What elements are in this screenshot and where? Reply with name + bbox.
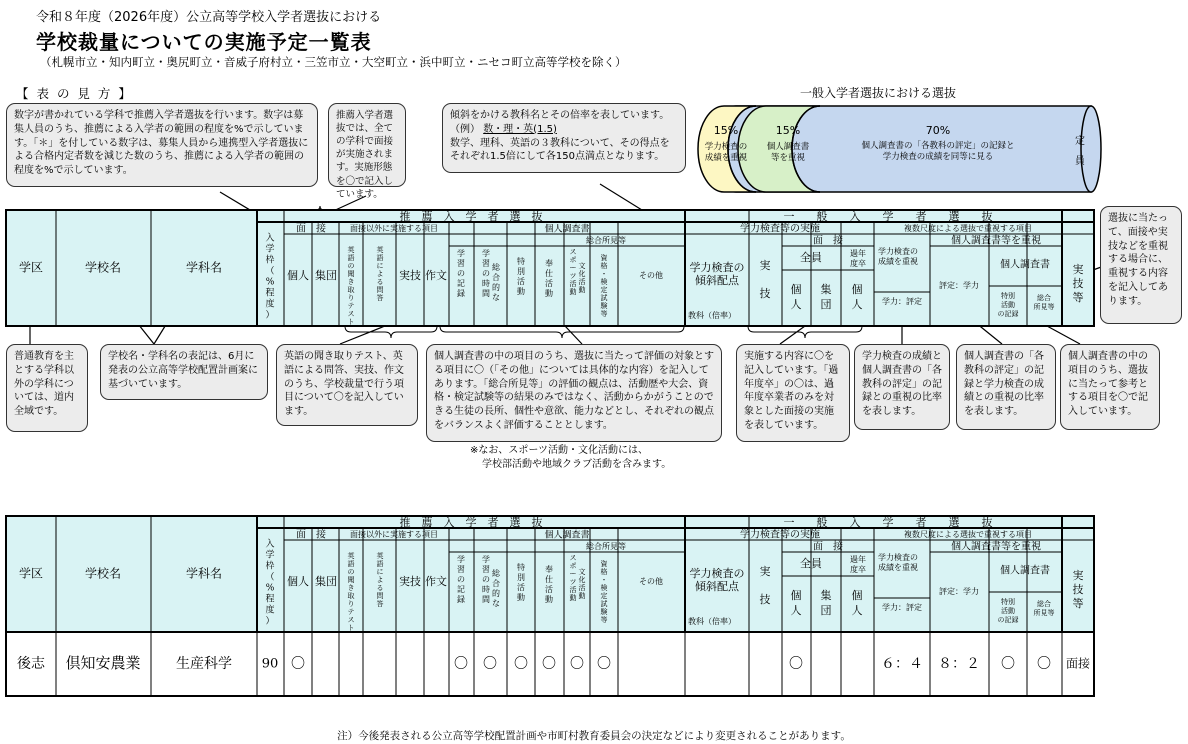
hdr-exam: 学力検査等の実施 [740, 529, 820, 541]
hdr-shikaku: 等 [600, 616, 608, 624]
hdr-sogo: 総合所見等 [586, 542, 626, 551]
svg-text:等を重視: 等を重視 [770, 153, 806, 163]
hdr-gen-shudan: 団 [820, 298, 832, 311]
hdr-jitsugi: 実技 [399, 575, 421, 588]
hdr-kanendo: 過年 [850, 555, 866, 564]
cell-hoshi: 〇 [542, 656, 556, 672]
hdr-quota: 枠 [265, 561, 275, 572]
hdr-gen-interview: 面 接 [813, 541, 843, 553]
hdr-shikaku: 定 [600, 592, 608, 600]
hdr-tokubetsu2: の記録 [997, 616, 1019, 624]
hdr-gakushu: 記 [457, 585, 465, 594]
footer-note: 注）今後発表される公立高等学校配置計画や市町村教育委員会の決定などにより変更されることがあります。 [337, 730, 851, 742]
hdr-quota: 枠 [265, 255, 275, 266]
hdr-kanendo: 度卒 [850, 565, 866, 574]
hdr-gakushu: 習 [457, 565, 465, 574]
svg-text:定: 定 [1075, 136, 1085, 147]
hdr-sogo2: 総合 [1037, 600, 1051, 608]
hdr-hoshi: 動 [545, 595, 553, 604]
data-table [0, 514, 1188, 700]
hdr-kyoka: 教科（倍率） [688, 311, 736, 320]
hdr-report: 個人調査書 [544, 224, 590, 235]
hdr-hoshi: 仕 [545, 269, 553, 278]
callout-report-items: 個人調査書の中の項目のうち、選抜に当たって参考とする項目を〇で記入しています。 [1060, 344, 1160, 430]
hdr-sogoteki2: 総 [492, 263, 500, 272]
hdr-sports2: 活 [578, 278, 586, 286]
hdr-sogoteki: 習 [482, 565, 490, 574]
hdr-gen-kojin2: 個 [851, 589, 863, 602]
hdr-practical: 等 [1072, 597, 1084, 610]
hdr-sports2: 文 [578, 262, 586, 270]
hdr-sports2: 文 [578, 568, 586, 576]
general-selection-title: 一般入学者選抜における選抜 [800, 86, 957, 100]
hdr-english-listen: の [347, 568, 355, 576]
hdr-shudan: 集団 [315, 575, 337, 588]
hdr-school: 学校名 [84, 260, 122, 275]
callout-school-names: 学校名・学科名の表記は、6月に発表の公立高等学校配置計画案に基づいています。 [100, 344, 268, 400]
hdr-gakushu: 録 [457, 595, 465, 604]
hdr-gakushu: の [457, 575, 465, 584]
hdr-practical: 実 [1072, 263, 1084, 276]
hdr-report: 個人調査書 [544, 530, 590, 541]
hdr-sports2: 動 [578, 592, 586, 600]
legend-title: 【 表 の 見 方 】 [16, 86, 133, 101]
hdr-hoshi: 奉 [545, 259, 553, 268]
hdr-gakuryoku-jushi: 成績を重視 [878, 257, 918, 266]
hdr-exam: 学力検査等の実施 [740, 223, 820, 235]
hdr-hoshi: 活 [545, 279, 553, 288]
hdr-tokubetsu2: 特別 [1001, 292, 1015, 300]
weight-example: （例） 数・理・英(1.5) [450, 123, 557, 135]
hdr-english-qa: 語 [376, 254, 384, 262]
hdr-gakushu: 録 [457, 289, 465, 298]
hdr-english-listen: 語 [347, 560, 355, 568]
hdr-shikaku: 験 [600, 302, 608, 310]
hdr-sakubun: 作文 [425, 575, 447, 588]
hdr-english-listen: テ [347, 608, 355, 616]
hdr-gen-kojin: 個 [790, 589, 802, 602]
hdr-quota: 程 [265, 288, 275, 299]
hdr-english-listen: テ [347, 302, 355, 310]
hdr-english-qa: 答 [376, 294, 384, 302]
hdr-gakushu: 習 [457, 259, 465, 268]
hdr-english-qa: に [376, 568, 384, 576]
hdr-sogoteki: の [482, 575, 490, 584]
hdr-tokubetsu: 特 [517, 257, 525, 266]
callout-recommend-number: 数字が書かれている学科で推薦入学者選抜を行います。数字は募集人員のうち、推薦による入学者の範囲の程度を%で示しています。「＊」を付している数字は、募集人員から連携型入学者選抜による合格内定者数を減じた数のうち、推薦による入学者の範囲の程度を%で示しています。 [6, 103, 318, 187]
hdr-shikaku: 格 [600, 568, 608, 576]
callout-ratio1: 学力検査の成績と個人調査書の「各教科の評定」の記録との重視の比率を表します。 [854, 344, 950, 430]
hdr-english-listen: の [347, 262, 355, 270]
hdr-gakushu: 学 [457, 249, 465, 258]
hdr-sports: ス [569, 248, 577, 256]
hdr-english-listen: り [347, 600, 355, 608]
hdr-weighted: 傾斜配点 [695, 580, 739, 593]
hdr-area: 学区 [18, 260, 44, 275]
hdr-kanendo: 度卒 [850, 259, 866, 268]
hdr-english-qa: る [376, 584, 384, 592]
exclusions-note: （札幌市立・知内町立・奥尻町立・音威子府村立・三笠市立・大空町立・浜中町立・ニセコ町立高等学校を除く） [40, 55, 627, 69]
cell-dept: 生産科学 [176, 656, 232, 672]
hdr-tokubetsu2: の記録 [997, 310, 1019, 318]
hdr-quota: 度 [265, 605, 275, 616]
hdr-tokubetsu: 別 [517, 267, 525, 276]
hdr-gakuryoku-jushi: 成績を重視 [878, 563, 918, 572]
cell-shikaku: 〇 [597, 656, 611, 672]
hdr-english-qa: 問 [376, 286, 384, 294]
callout-english: 英語の聞き取りテスト、英語による問答、実技、作文のうち、学校裁量で行う項目について〇を記入しています。 [276, 344, 418, 426]
callout-weighting [442, 103, 686, 173]
hdr-sports: 活 [569, 280, 577, 288]
hdr-zenin: 全員 [800, 251, 822, 264]
callout-interview: 推薦入学者選抜では、全ての学科で面接が実施されます。実施形態を〇で記入しています。 [328, 103, 406, 187]
hdr-sports: ス [569, 554, 577, 562]
hdr-shikaku: ・ [600, 270, 608, 278]
hdr-quota: 度 [265, 299, 275, 310]
callout-practical: 選抜に当たって、面接や実技などを重視する場合に、重視する内容を記入してあります。 [1100, 206, 1182, 324]
hdr-shikaku: 検 [600, 278, 608, 286]
hdr-rec-interview: 面 接 [296, 529, 326, 541]
hdr-sports: 動 [569, 594, 577, 602]
hdr-sports: ツ [569, 578, 577, 586]
hdr-gen-kojin2: 人 [851, 604, 863, 617]
hdr-gen-jitsugi2: 技 [759, 287, 771, 300]
hdr-shikaku: 試 [600, 294, 608, 302]
hdr-sports: ポ [569, 562, 577, 570]
weight-intro: 傾斜をかける教科名とその倍率を表しています。 [450, 110, 670, 121]
hdr-weighted: 学力検査の [689, 261, 745, 274]
hdr-kyoka: 教科（倍率） [688, 617, 736, 626]
hdr-sports: 活 [569, 586, 577, 594]
hdr-gen-shudan: 集 [820, 589, 832, 602]
hdr-english-listen: ト [347, 318, 355, 326]
cell-area: 後志 [17, 656, 45, 672]
hdr-sports2: 化 [578, 576, 586, 584]
hdr-quota: ） [265, 310, 275, 321]
hdr-quota: 入 [265, 233, 275, 244]
hdr-sogoteki2: な [492, 293, 500, 302]
hdr-tokubetsu2: 活動 [1001, 301, 1015, 309]
hdr-sonota: その他 [639, 577, 663, 586]
hdr-report-jushi: 個人調査書等を重視 [951, 235, 1041, 247]
hdr-hoshi: 奉 [545, 565, 553, 574]
cell-ratio1: ６：４ [881, 656, 923, 672]
hdr-dept: 学科名 [185, 260, 223, 275]
hdr-sports: ツ [569, 272, 577, 280]
hdr-sogoteki2: な [492, 599, 500, 608]
hdr-gen-kojin: 人 [790, 298, 802, 311]
hdr-english-listen: ス [347, 616, 355, 624]
hdr-dept: 学科名 [185, 566, 223, 581]
hdr-tokubetsu2: 活動 [1001, 607, 1015, 615]
cell-tokubetsu2: 〇 [1001, 656, 1015, 672]
svg-text:学力検査の成績を同等に見る: 学力検査の成績を同等に見る [882, 152, 994, 162]
cell-kojin: 〇 [291, 656, 305, 672]
hdr-tokubetsu: 活 [517, 583, 525, 592]
hdr-gen-kojin2: 個 [851, 283, 863, 296]
hdr-sogoteki: 学 [482, 249, 490, 258]
hdr-english-listen: 英 [347, 246, 355, 254]
hdr-quota: % [265, 277, 275, 288]
page-title: 学校裁量についての実施予定一覧表 [36, 30, 372, 54]
cell-sogoteki: 〇 [483, 656, 497, 672]
hdr-report-sub: 個人調査書 [1000, 259, 1050, 271]
hdr-shikaku: 験 [600, 608, 608, 616]
hdr-gen-shudan: 団 [820, 604, 832, 617]
hdr-school: 学校名 [84, 566, 122, 581]
hdr-english-listen: 取 [347, 592, 355, 600]
hdr-recommend: 推 薦 入 学 者 選 抜 [399, 516, 543, 529]
hdr-multi: 複数尺度による選抜で重視する項目 [904, 224, 1032, 233]
cell-ratio2: ８：２ [938, 656, 980, 672]
hdr-sogoteki: 時 [482, 585, 490, 594]
hdr-area: 学区 [18, 566, 44, 581]
hdr-zenin: 全員 [800, 557, 822, 570]
hdr-english-listen: 語 [347, 254, 355, 262]
hdr-sports: ポ [569, 256, 577, 264]
hdr-sports: ー [569, 570, 577, 578]
cell-quota: 90 [261, 656, 279, 672]
hdr-gen-jitsugi2: 技 [759, 593, 771, 606]
cell-tokubetsu: 〇 [514, 656, 528, 672]
ratio-cylinder-diagram [696, 98, 1102, 194]
hdr-report-jushi: 個人調査書等を重視 [951, 541, 1041, 553]
hdr-gakuryoku-hyotei: 学力：評定 [882, 603, 922, 612]
hdr-practical: 実 [1072, 569, 1084, 582]
hdr-sakubun: 作文 [425, 269, 447, 282]
hdr-hoshi: 活 [545, 585, 553, 594]
hdr-english-qa: よ [376, 576, 384, 584]
cyl-pct-1: 15% [713, 124, 739, 137]
hdr-sogo2: 総合 [1037, 294, 1051, 302]
hdr-sogo2: 所見等 [1033, 303, 1055, 311]
weight-desc: 数学、理科、英語の３教科について、その得点をそれぞれ1.5倍にして各150点満点となります。 [450, 137, 670, 163]
cyl-pct-2: 15% [775, 124, 801, 137]
hdr-quota: 入 [265, 539, 275, 550]
hdr-shikaku: 試 [600, 600, 608, 608]
hdr-general: 一 般 入 学 者 選 抜 [783, 516, 993, 529]
hdr-sports: ー [569, 264, 577, 272]
hdr-sports2: 化 [578, 270, 586, 278]
callout-report: 個人調査書の中の項目のうち、選抜に当たって評価の対象とする項目に〇（「その他」については具体的な内容）を記入してあります。「総合所見等」の評価の観点は、活動歴や大会、資格・検定試験等の結果のみではなく、活動からかがうことのできる生徒の長所、個性や意欲、能力などとし、それぞれの観点をバランスよく評価することとします。 [426, 344, 722, 442]
hdr-sports: 動 [569, 288, 577, 296]
hdr-gakuryoku-hyotei: 学力：評定 [882, 297, 922, 306]
hdr-sonota: その他 [639, 271, 663, 280]
cell-gakushu: 〇 [454, 656, 468, 672]
hdr-hyotei-gakuryoku: 評定：学力 [939, 281, 979, 290]
header-line1: 令和８年度（2026年度）公立高等学校入学者選抜における [36, 10, 382, 25]
hdr-other-items: 面接以外に実施する項目 [350, 224, 438, 233]
hdr-english-qa: る [376, 278, 384, 286]
hdr-sogoteki: 間 [482, 289, 490, 298]
hdr-sogoteki2: 合 [492, 579, 500, 588]
hdr-english-listen: 英 [347, 552, 355, 560]
hdr-tokubetsu: 動 [517, 287, 525, 296]
cell-zenin-kojin: 〇 [789, 656, 803, 672]
hdr-practical: 等 [1072, 291, 1084, 304]
hdr-sogoteki: の [482, 269, 490, 278]
hdr-other-items: 面接以外に実施する項目 [350, 530, 438, 539]
hdr-gen-jitsugi: 実 [759, 565, 771, 578]
hdr-sogoteki: 時 [482, 279, 490, 288]
hdr-sogoteki2: 的 [492, 283, 500, 292]
hdr-gen-kojin: 個 [790, 283, 802, 296]
hdr-english-listen: ス [347, 310, 355, 318]
hdr-english-qa: 答 [376, 600, 384, 608]
hdr-sogoteki: 習 [482, 259, 490, 268]
cell-practical: 面接 [1065, 656, 1091, 671]
svg-text:学力検査の: 学力検査の [704, 142, 748, 152]
hdr-shudan: 集団 [315, 269, 337, 282]
sports-note: ※なお、スポーツ活動・文化活動には、 学校部活動や地域クラブ活動を含みます。 [470, 445, 672, 470]
hdr-practical: 技 [1072, 583, 1084, 596]
hdr-gakuryoku-jushi: 学力検査の [878, 247, 918, 256]
hdr-shikaku: 等 [600, 310, 608, 318]
hdr-english-qa: に [376, 262, 384, 270]
hdr-shikaku: 資 [600, 254, 608, 262]
hdr-english-listen: ト [347, 624, 355, 632]
hdr-gakushu: 学 [457, 555, 465, 564]
hdr-gakushu: の [457, 269, 465, 278]
hdr-quota: 学 [265, 244, 275, 255]
hdr-hyotei-gakuryoku: 評定：学力 [939, 587, 979, 596]
hdr-english-listen: 聞 [347, 576, 355, 584]
hdr-english-listen: り [347, 294, 355, 302]
hdr-hoshi: 動 [545, 289, 553, 298]
hdr-english-listen: 取 [347, 286, 355, 294]
hdr-english-qa: 英 [376, 552, 384, 560]
hdr-tokubetsu2: 特別 [1001, 598, 1015, 606]
hdr-jitsugi: 実技 [399, 269, 421, 282]
svg-text:員: 員 [1075, 156, 1085, 167]
hdr-shikaku: 定 [600, 286, 608, 294]
hdr-english-qa: 英 [376, 246, 384, 254]
cell-school: 倶知安農業 [65, 654, 141, 672]
callout-ratio2: 個人調査書の「各教科の評定」の記録と学力検査の成績との重視の比率を表します。 [956, 344, 1056, 430]
cyl-pct-3: 70% [925, 124, 951, 137]
hdr-quota: % [265, 583, 275, 594]
svg-text:個人調査書: 個人調査書 [766, 142, 810, 152]
hdr-sogo2: 所見等 [1033, 609, 1055, 617]
hdr-sogoteki2: 総 [492, 569, 500, 578]
hdr-weighted: 学力検査の [689, 567, 745, 580]
hdr-tokubetsu: 動 [517, 593, 525, 602]
hdr-quota: ） [265, 616, 275, 627]
cell-sogo2: 〇 [1037, 656, 1051, 672]
hdr-gakushu: 記 [457, 279, 465, 288]
hdr-hoshi: 仕 [545, 575, 553, 584]
hdr-quota: 程 [265, 594, 275, 605]
hdr-gakuryoku-jushi: 学力検査の [878, 553, 918, 562]
hdr-shikaku: 検 [600, 584, 608, 592]
hdr-tokubetsu: 別 [517, 573, 525, 582]
hdr-shikaku: 資 [600, 560, 608, 568]
hdr-general: 一 般 入 学 者 選 抜 [783, 210, 993, 223]
hdr-english-listen: 聞 [347, 270, 355, 278]
hdr-quota: （ [265, 572, 275, 583]
hdr-tokubetsu: 活 [517, 277, 525, 286]
hdr-tokubetsu: 特 [517, 563, 525, 572]
cell-sports: 〇 [570, 656, 584, 672]
hdr-kojin: 個人 [287, 269, 309, 282]
hdr-sogoteki: 学 [482, 555, 490, 564]
hdr-quota: （ [265, 266, 275, 277]
hdr-kanendo: 過年 [850, 249, 866, 258]
callout-area: 普通教育を主とする学科以外の学科については、道内全域です。 [6, 344, 88, 432]
svg-text:個人調査書の「各教科の評定」の記録と: 個人調査書の「各教科の評定」の記録と [861, 141, 1015, 151]
hdr-sogoteki2: 合 [492, 273, 500, 282]
hdr-multi: 複数尺度による選抜で重視する項目 [904, 530, 1032, 539]
hdr-sports2: 活 [578, 584, 586, 592]
hdr-shikaku: 格 [600, 262, 608, 270]
hdr-practical: 技 [1072, 277, 1084, 290]
hdr-gen-kojin: 人 [790, 604, 802, 617]
hdr-english-listen: き [347, 584, 355, 592]
hdr-kojin: 個人 [287, 575, 309, 588]
hdr-sogo: 総合所見等 [586, 236, 626, 245]
svg-text:成績を重視: 成績を重視 [704, 153, 748, 163]
callout-conducted: 実施する内容に〇を記入しています。「過年度卒」の〇は、過年度卒業者のみを対象とした面接の実施を表しています。 [736, 344, 850, 442]
hdr-recommend: 推 薦 入 学 者 選 抜 [399, 210, 543, 223]
hdr-english-listen: き [347, 278, 355, 286]
hdr-sogoteki2: 的 [492, 589, 500, 598]
hdr-shikaku: ・ [600, 576, 608, 584]
hdr-quota: 学 [265, 550, 275, 561]
hdr-english-qa: 語 [376, 560, 384, 568]
hdr-gen-shudan: 集 [820, 283, 832, 296]
hdr-english-qa: 問 [376, 592, 384, 600]
legend-table [0, 208, 1188, 330]
hdr-weighted: 傾斜配点 [695, 274, 739, 287]
hdr-sogoteki: 間 [482, 595, 490, 604]
hdr-rec-interview: 面 接 [296, 223, 326, 235]
hdr-english-qa: よ [376, 270, 384, 278]
hdr-sports2: 動 [578, 286, 586, 294]
hdr-gen-kojin2: 人 [851, 298, 863, 311]
hdr-gen-interview: 面 接 [813, 235, 843, 247]
hdr-gen-jitsugi: 実 [759, 259, 771, 272]
hdr-report-sub: 個人調査書 [1000, 565, 1050, 577]
